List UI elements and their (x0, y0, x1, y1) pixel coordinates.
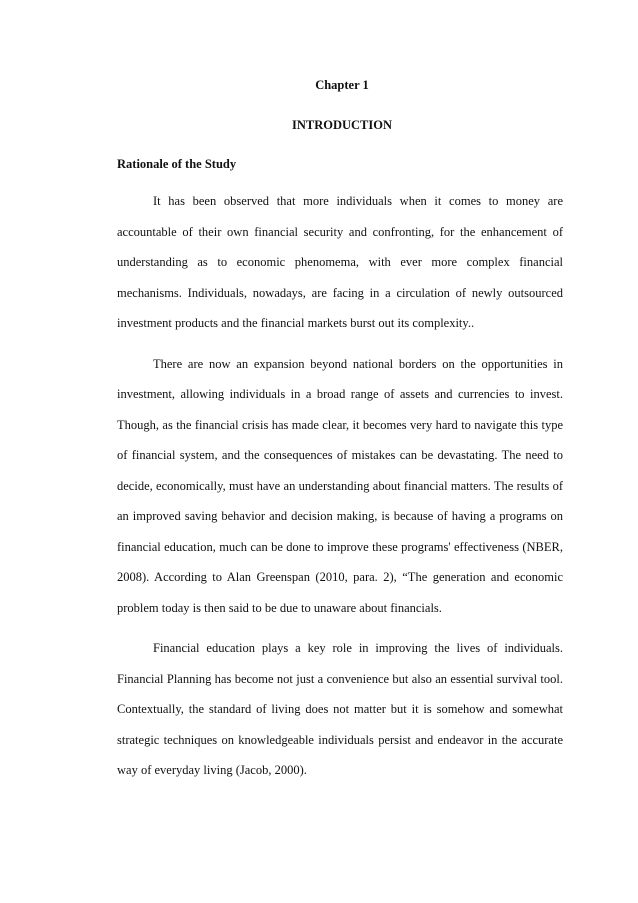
body-text (117, 186, 563, 796)
section-title: Rationale of the Study (117, 157, 237, 171)
paragraph-3: Financial education plays a key role in improving the lives of individuals. Financial Planning has become not just a convenience but also an essential survival tool. Contextually, the standard of living does not matter but it is somehow and somewhat strategic techniques on knowledgeable individuals persist and endeavor in the accurate way of everyday living (Jacob, 2000). (117, 641, 563, 777)
chapter-label: Chapter 1 (315, 78, 369, 92)
chapter-title: INTRODUCTION (291, 118, 392, 132)
paragraph-2: There are now an expansion beyond national borders on the opportunities in investment, allowing individuals in a broad range of assets and currencies to invest. Though, as the financial crisis has made clear, it becomes very hard to navigate this type of financial system, and the consequences of mistakes can be devastating. The need to decide, economically, must have an understanding about financial matters. The results of an improved saving behavior and decision making, is because of having a programs on financial education, much can be done to improve these programs' effectiveness (NBER, 2008). According to Alan Greenspan (2010, para. 2), “The generation and economic problem today is then said to be due to unaware about financials. (117, 356, 563, 615)
paragraph-1: It has been observed that more individuals when it comes to money are accountable of their own financial security and confronting, for the enhancement of understanding as to economic phenomema, with ever more complex financial mechanisms. Individuals, nowadays, are facing in a circulation of newly outsourced investment products and the financial markets burst out its complexity.. (117, 194, 563, 330)
